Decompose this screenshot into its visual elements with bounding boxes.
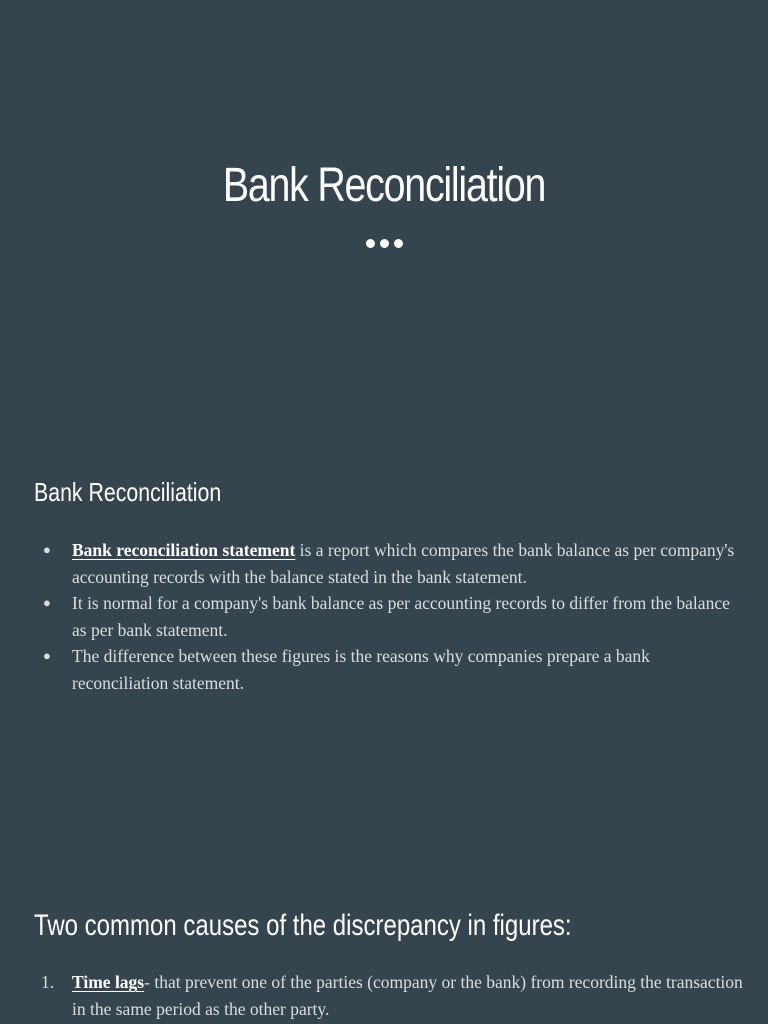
- list-item-text: - that prevent one of the parties (company or the bank) from recording the transaction in the same period as the other party.: [72, 972, 743, 1019]
- bullet-marker: ●: [43, 595, 51, 610]
- dot: [394, 239, 403, 248]
- section-heading-causes: Two common causes of the discrepancy in figures:: [34, 909, 572, 942]
- section-heading-bank-reconciliation: Bank Reconciliation: [34, 477, 222, 507]
- list-item: [0, 643, 768, 696]
- list-item: [0, 969, 768, 1022]
- list-number: 1.: [41, 972, 55, 992]
- causes-numbered-list: [0, 969, 768, 1022]
- list-item-text: The difference between these figures is the reasons why companies prepare a bank reconciliation statement.: [72, 646, 650, 693]
- dot: [380, 239, 389, 248]
- bullet-marker: ●: [43, 542, 51, 557]
- definition-bullet-list: [0, 537, 768, 696]
- term-bank-reconciliation-statement: Bank reconciliation statement: [72, 540, 296, 560]
- term-time-lags: Time lags: [72, 972, 145, 992]
- list-item-text: is a report which compares the bank balance as per company's accounting records with the balance stated in the bank statement.: [72, 540, 735, 587]
- page-title: Bank Reconciliation: [222, 159, 546, 212]
- list-item-text: It is normal for a company's bank balance as per accounting records to differ from the balance as per bank statement.: [72, 593, 730, 640]
- bullet-marker: ●: [43, 648, 51, 663]
- list-item: [0, 590, 768, 643]
- dot: [366, 239, 375, 248]
- title-divider-dots: [366, 239, 403, 248]
- list-item: [0, 537, 768, 590]
